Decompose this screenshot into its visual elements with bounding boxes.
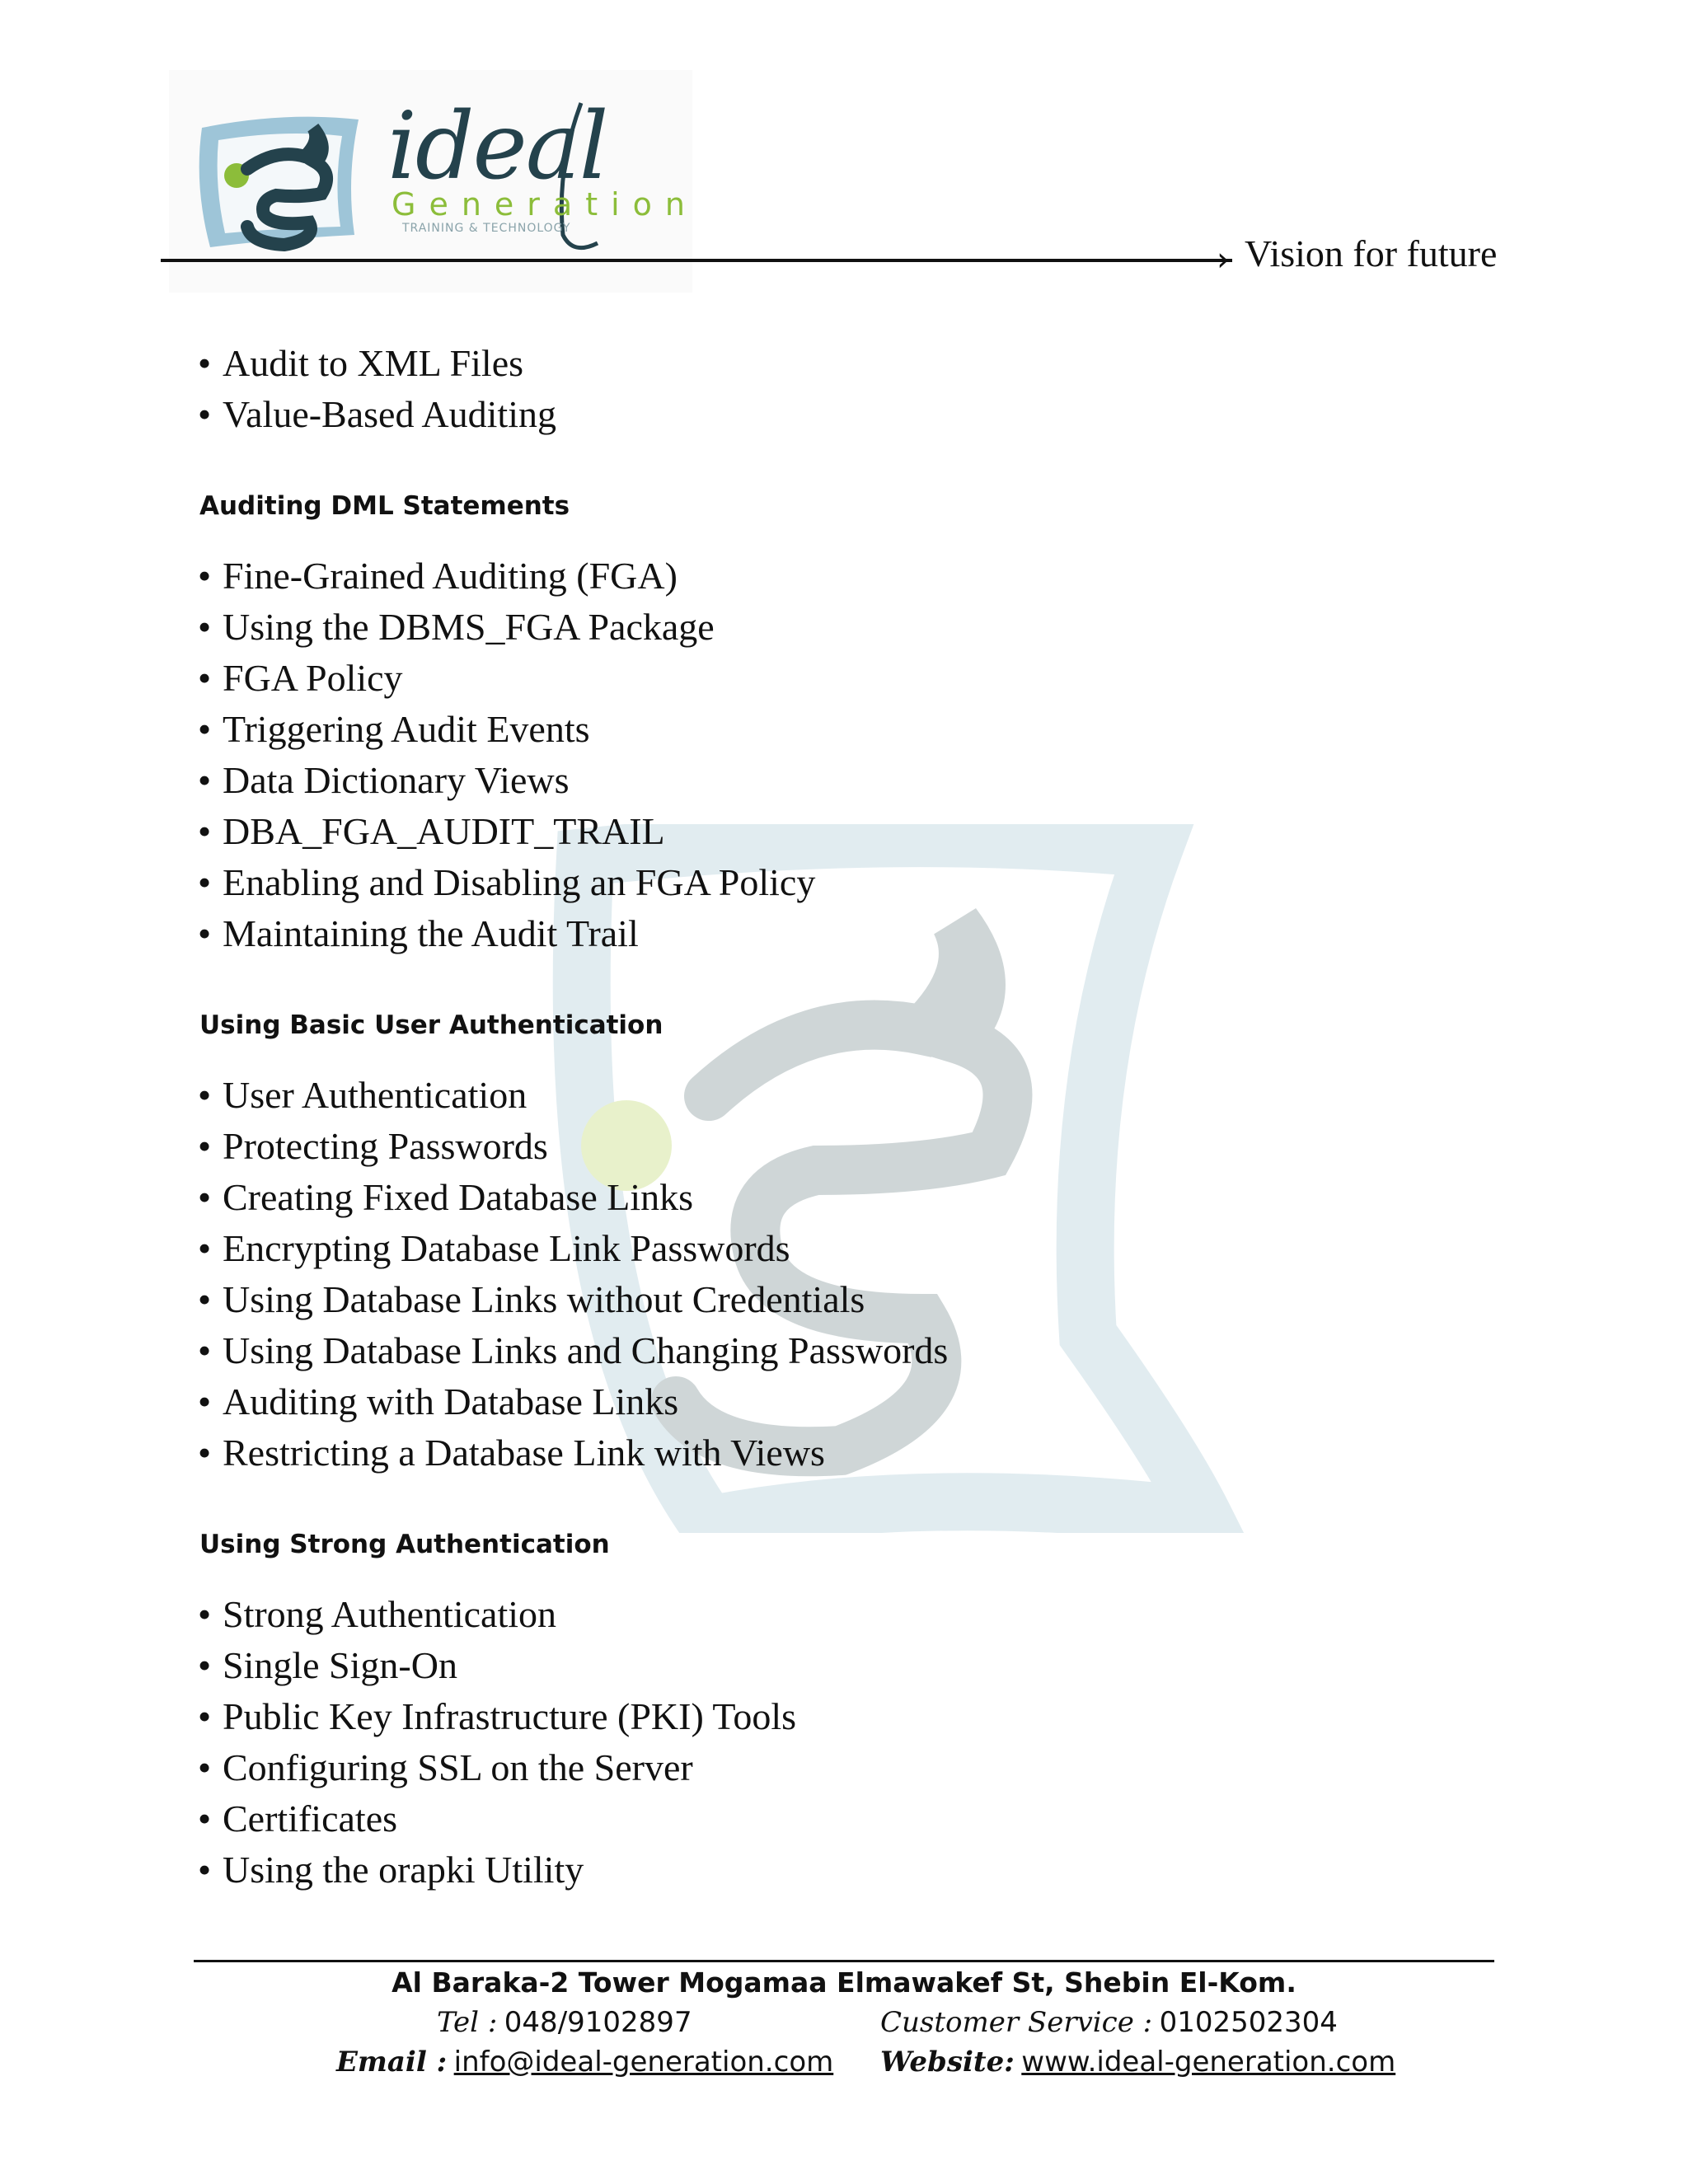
list-item-text: Strong Authentication xyxy=(223,1593,557,1635)
bullet-icon: • xyxy=(198,1849,212,1891)
list-item-text: Encrypting Database Link Passwords xyxy=(223,1227,790,1269)
bullet-icon: • xyxy=(198,759,212,801)
bullet-icon: • xyxy=(198,810,212,852)
list-item xyxy=(198,704,1517,755)
list-item-text: Restricting a Database Link with Views xyxy=(223,1432,825,1474)
list-item-text: User Authentication xyxy=(223,1074,528,1116)
list-item-text: Creating Fixed Database Links xyxy=(223,1176,694,1218)
list-item xyxy=(198,755,1517,806)
list-item-text: Maintaining the Audit Trail xyxy=(223,912,639,954)
list-item-text: Fine-Grained Auditing (FGA) xyxy=(223,555,678,597)
customer-service-value: 0102502304 xyxy=(1159,2006,1338,2039)
footer-address: Al Baraka-2 Tower Mogamaa Elmawakef St, Shebin El-Kom. xyxy=(392,1966,1296,1999)
header-rule xyxy=(161,259,1232,262)
list-item xyxy=(198,1070,1517,1121)
bullet-icon: • xyxy=(198,1176,212,1218)
bullet-icon: • xyxy=(198,1227,212,1269)
bullet-icon: • xyxy=(198,1125,212,1167)
list-item-text: Configuring SSL on the Server xyxy=(223,1746,693,1788)
section-list xyxy=(198,551,1517,959)
list-item-text: Using Database Links and Changing Passwords xyxy=(223,1329,949,1371)
outline-sections xyxy=(198,490,1517,1896)
section-heading: Using Basic User Authentication xyxy=(199,1010,663,1040)
list-item xyxy=(198,1325,1517,1376)
list-item-text: Protecting Passwords xyxy=(223,1125,548,1167)
logo-tagline: TRAINING & TECHNOLOGY xyxy=(402,222,571,235)
list-item xyxy=(198,551,1517,602)
list-item xyxy=(198,1589,1517,1640)
tel-label: Tel : xyxy=(437,2006,498,2039)
bullet-icon: • xyxy=(198,1746,212,1788)
arrow-right-icon: › xyxy=(1217,241,1230,279)
bullet-icon: • xyxy=(198,1593,212,1635)
list-item xyxy=(198,1793,1517,1844)
list-item xyxy=(198,1691,1517,1742)
list-item xyxy=(198,653,1517,704)
bullet-icon: • xyxy=(198,708,212,750)
list-item xyxy=(198,806,1517,857)
customer-service-label: Customer Service : xyxy=(880,2006,1153,2039)
logo-wordmark: ideal xyxy=(387,93,607,200)
list-item-text: Using the orapki Utility xyxy=(223,1849,584,1891)
list-item xyxy=(198,1427,1517,1479)
bullet-icon: • xyxy=(198,861,212,903)
list-item xyxy=(198,1640,1517,1691)
list-item-text: Data Dictionary Views xyxy=(223,759,570,801)
bullet-icon: • xyxy=(198,1644,212,1686)
list-item-text: Triggering Audit Events xyxy=(223,708,590,750)
list-item-text: Using Database Links without Credentials xyxy=(223,1278,865,1320)
list-item xyxy=(198,1121,1517,1172)
bullet-icon: • xyxy=(198,1695,212,1737)
list-item-text: Auditing with Database Links xyxy=(223,1380,679,1422)
footer-customer-service xyxy=(880,2003,1338,2043)
bullet-icon: • xyxy=(198,1432,212,1474)
list-item xyxy=(198,857,1517,908)
footer-website xyxy=(880,2042,1395,2083)
list-item xyxy=(198,1223,1517,1274)
list-item-text: Public Key Infrastructure (PKI) Tools xyxy=(223,1695,796,1737)
list-item xyxy=(198,1172,1517,1223)
tel-value: 048/9102897 xyxy=(504,2006,692,2039)
section-list xyxy=(198,1589,1517,1896)
list-item xyxy=(198,1844,1517,1896)
email-link[interactable]: info@ideal-generation.com xyxy=(453,2046,834,2079)
bullet-icon: • xyxy=(198,393,212,435)
section-list xyxy=(198,1070,1517,1479)
website-link[interactable]: www.ideal-generation.com xyxy=(1021,2046,1396,2079)
list-item-text: FGA Policy xyxy=(223,657,403,699)
footer-tel xyxy=(437,2003,692,2043)
list-item-text: Value-Based Auditing xyxy=(223,393,556,435)
bullet-icon: • xyxy=(198,555,212,597)
list-item-text: Using the DBMS_FGA Package xyxy=(223,606,715,648)
list-item xyxy=(198,338,1517,389)
header-slogan: Vision for future xyxy=(1245,232,1498,274)
bullet-icon: • xyxy=(198,1380,212,1422)
list-item xyxy=(198,1742,1517,1793)
bullet-icon: • xyxy=(198,657,212,699)
list-item-text: Certificates xyxy=(223,1797,398,1840)
bullet-icon: • xyxy=(198,606,212,648)
email-label: Email : xyxy=(336,2046,448,2079)
footer-rule xyxy=(194,1960,1494,1962)
section-heading: Using Strong Authentication xyxy=(199,1530,610,1559)
footer-email xyxy=(336,2042,833,2083)
section-heading: Auditing DML Statements xyxy=(199,491,570,521)
logo-generation-text: Generation xyxy=(392,186,698,223)
bullet-icon: • xyxy=(198,342,212,384)
list-item-text: Single Sign-On xyxy=(223,1644,457,1686)
bullet-icon: • xyxy=(198,912,212,954)
list-item xyxy=(198,1376,1517,1427)
list-item xyxy=(198,602,1517,653)
intro-list xyxy=(198,338,1517,440)
bullet-icon: • xyxy=(198,1797,212,1840)
list-item xyxy=(198,1274,1517,1325)
list-item-text: Enabling and Disabling an FGA Policy xyxy=(223,861,816,903)
bullet-icon: • xyxy=(198,1278,212,1320)
website-label: Website: xyxy=(880,2046,1015,2079)
bullet-icon: • xyxy=(198,1329,212,1371)
list-item xyxy=(198,389,1517,440)
course-outline xyxy=(198,338,1517,1896)
bullet-icon: • xyxy=(198,1074,212,1116)
list-item-text: Audit to XML Files xyxy=(223,342,524,384)
list-item-text: DBA_FGA_AUDIT_TRAIL xyxy=(223,810,665,852)
list-item xyxy=(198,908,1517,959)
